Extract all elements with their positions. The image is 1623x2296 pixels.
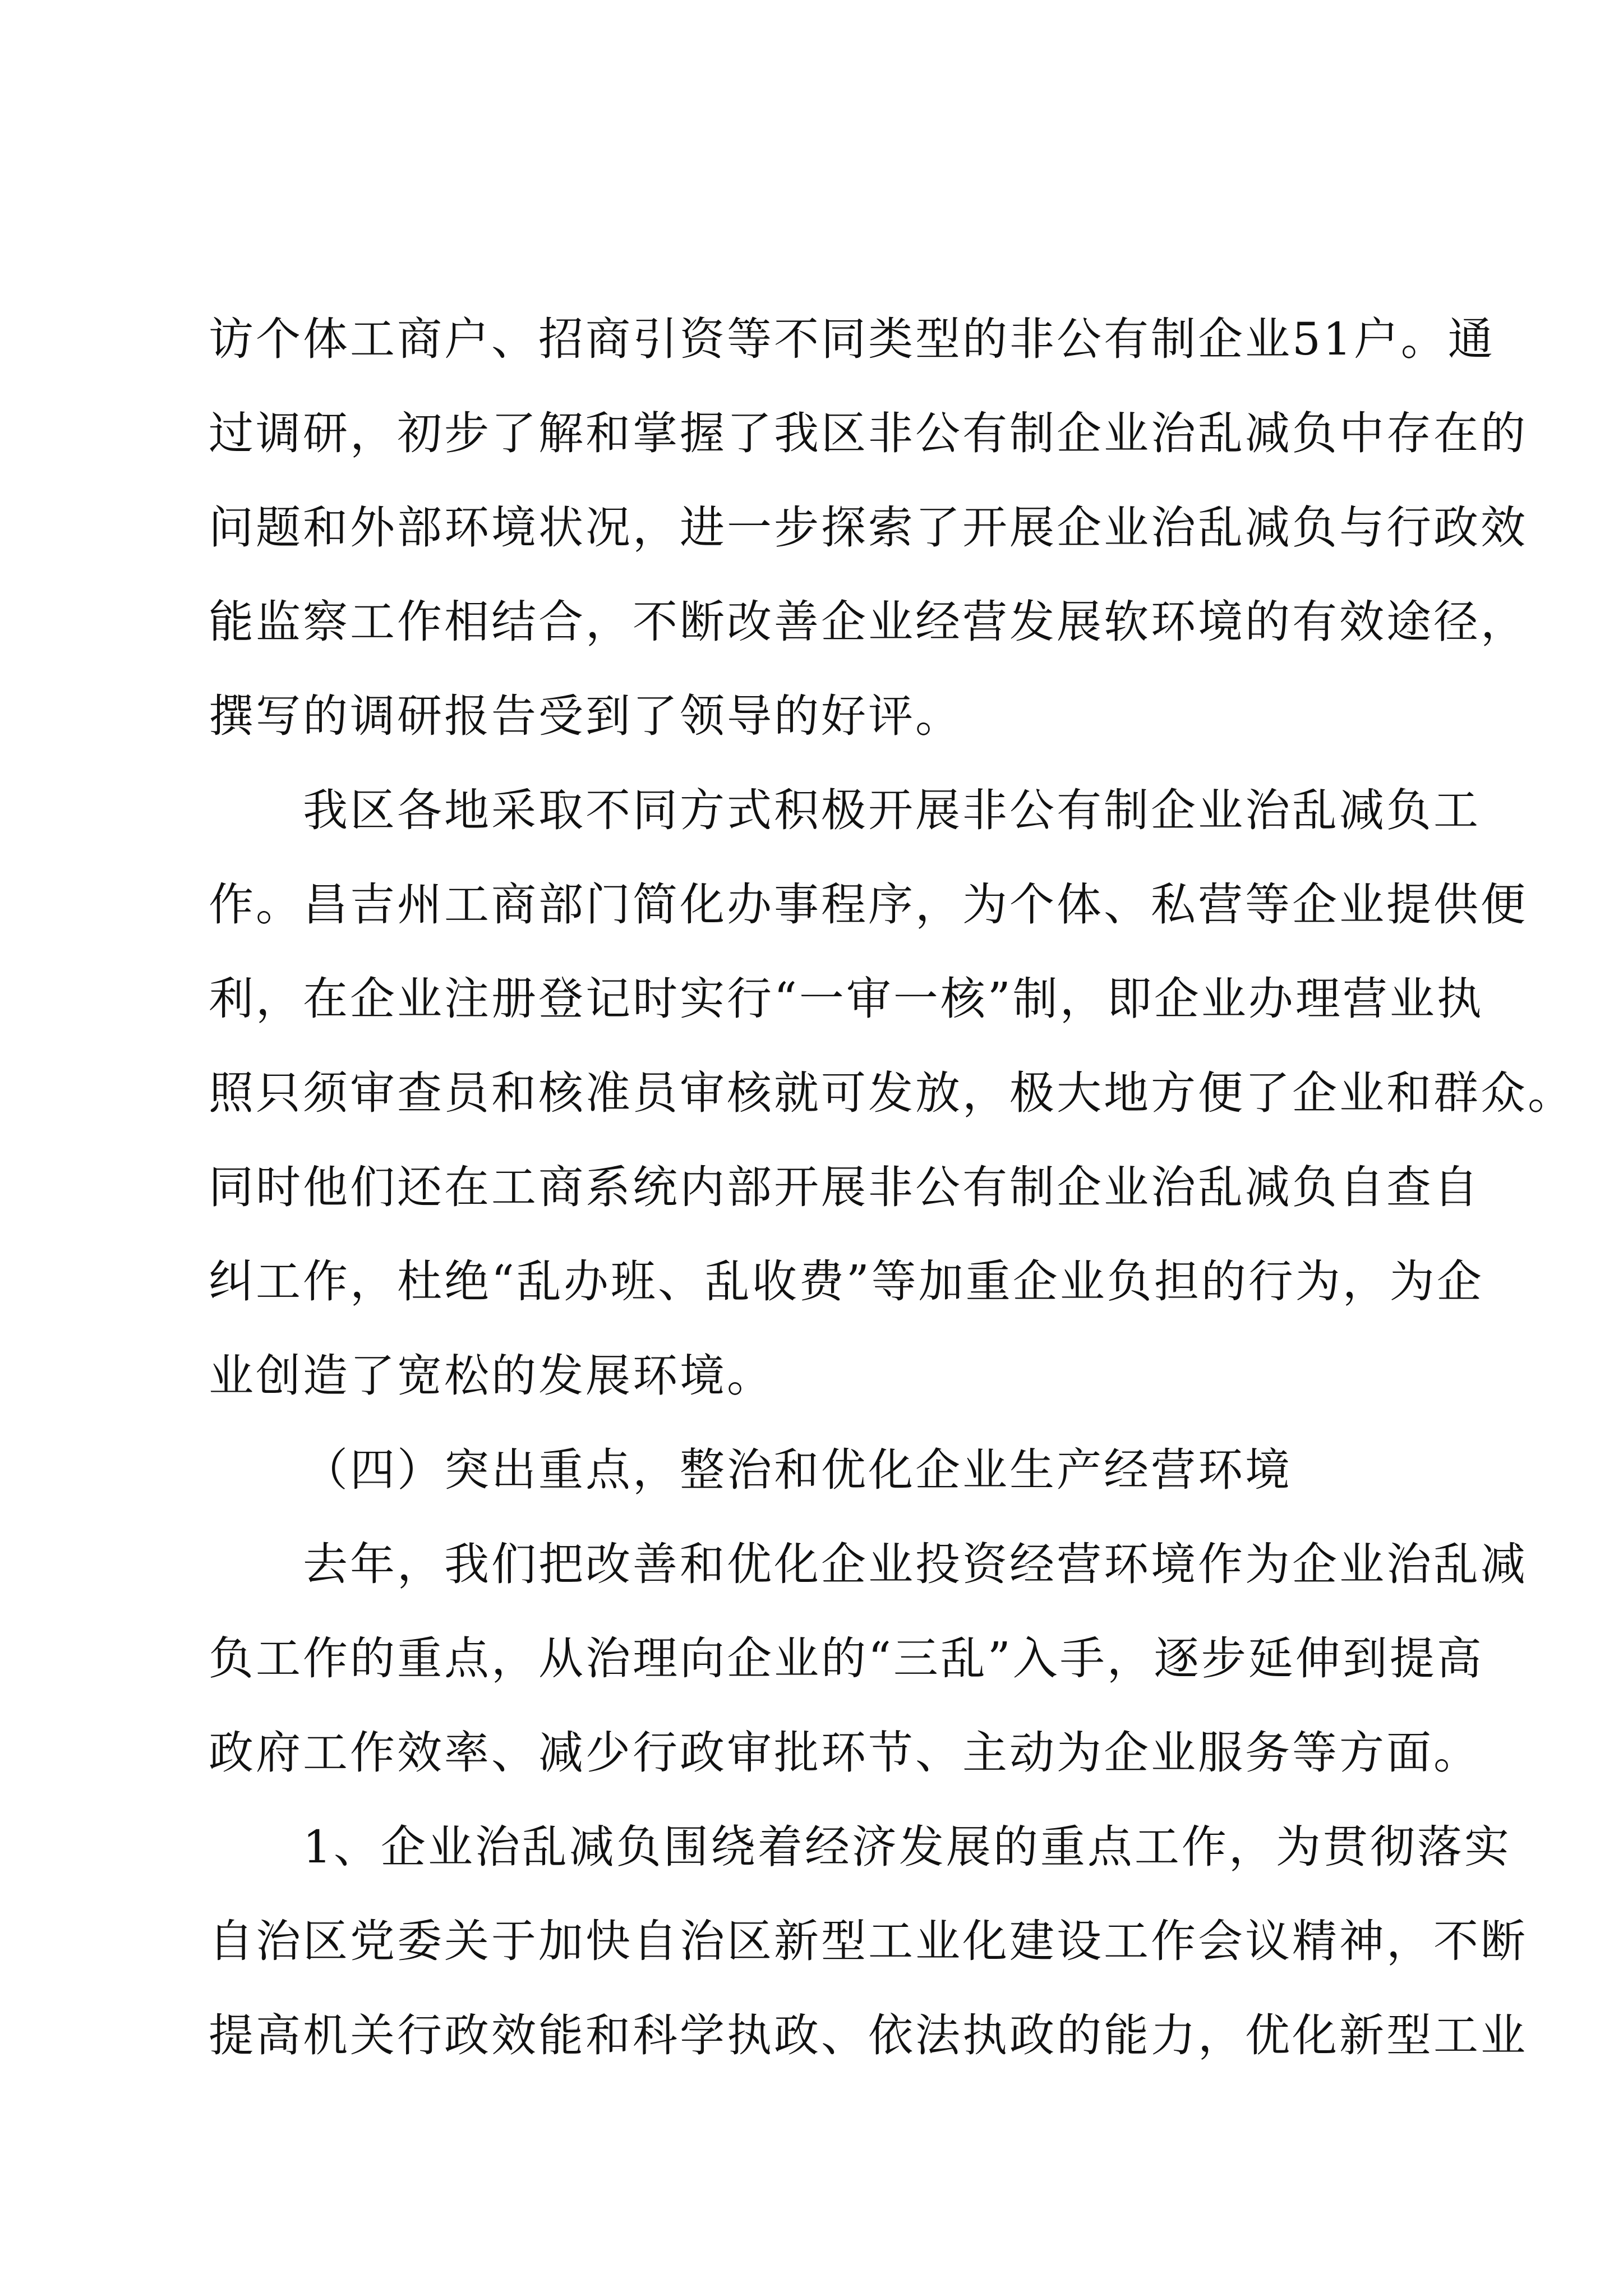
section-heading: （四）突出重点，整治和优化企业生产经营环境 [303, 1444, 1292, 1496]
body-line-7: 作。昌吉州工商部门简化办事程序，为个体、私营等企业提供便 [209, 878, 1528, 931]
body-line-10: 同时他们还在工商系统内部开展非公有制企业治乱减负自查自 [209, 1161, 1481, 1213]
body-line-18: 自治区党委关于加快自治区新型工业化建设工作会议精神，不断 [209, 1915, 1528, 1967]
body-line-17: 1、企业治乱减负围绕着经济发展的重点工作，为贯彻落实 [303, 1821, 1511, 1873]
body-line-19: 提高机关行政效能和科学执政、依法执政的能力，优化新型工业 [209, 2009, 1528, 2062]
body-line-4: 能监察工作相结合，不断改善企业经营发展软环境的有效途径， [209, 596, 1528, 648]
body-line-12: 业创造了宽松的发展环境。 [209, 1350, 774, 1402]
body-line-5: 撰写的调研报告受到了领导的好评。 [209, 690, 962, 742]
body-line-2: 过调研，初步了解和掌握了我区非公有制企业治乱减负中存在的 [209, 407, 1528, 459]
body-line-3: 问题和外部环境状况，进一步探索了开展企业治乱减负与行政效 [209, 501, 1528, 554]
body-line-16: 政府工作效率、减少行政审批环节、主动为企业服务等方面。 [209, 1727, 1481, 1779]
body-line-8: 利，在企业注册登记时实行“一审一核”制，即企业办理营业执 [209, 973, 1484, 1025]
body-line-6: 我区各地采取不同方式积极开展非公有制企业治乱减负工 [303, 784, 1481, 836]
body-line-9: 照只须审查员和核准员审核就可发放，极大地方便了企业和群众。 [209, 1067, 1575, 1119]
body-line-1: 访个体工商户、招商引资等不同类型的非公有制企业51户。通 [209, 313, 1495, 365]
body-line-11: 纠工作，杜绝“乱办班、乱收费”等加重企业负担的行为，为企 [209, 1255, 1484, 1308]
body-line-15: 负工作的重点，从治理向企业的“三乱”入手，逐步延伸到提高 [209, 1632, 1484, 1685]
body-line-14: 去年，我们把改善和优化企业投资经营环境作为企业治乱减 [303, 1538, 1528, 1590]
